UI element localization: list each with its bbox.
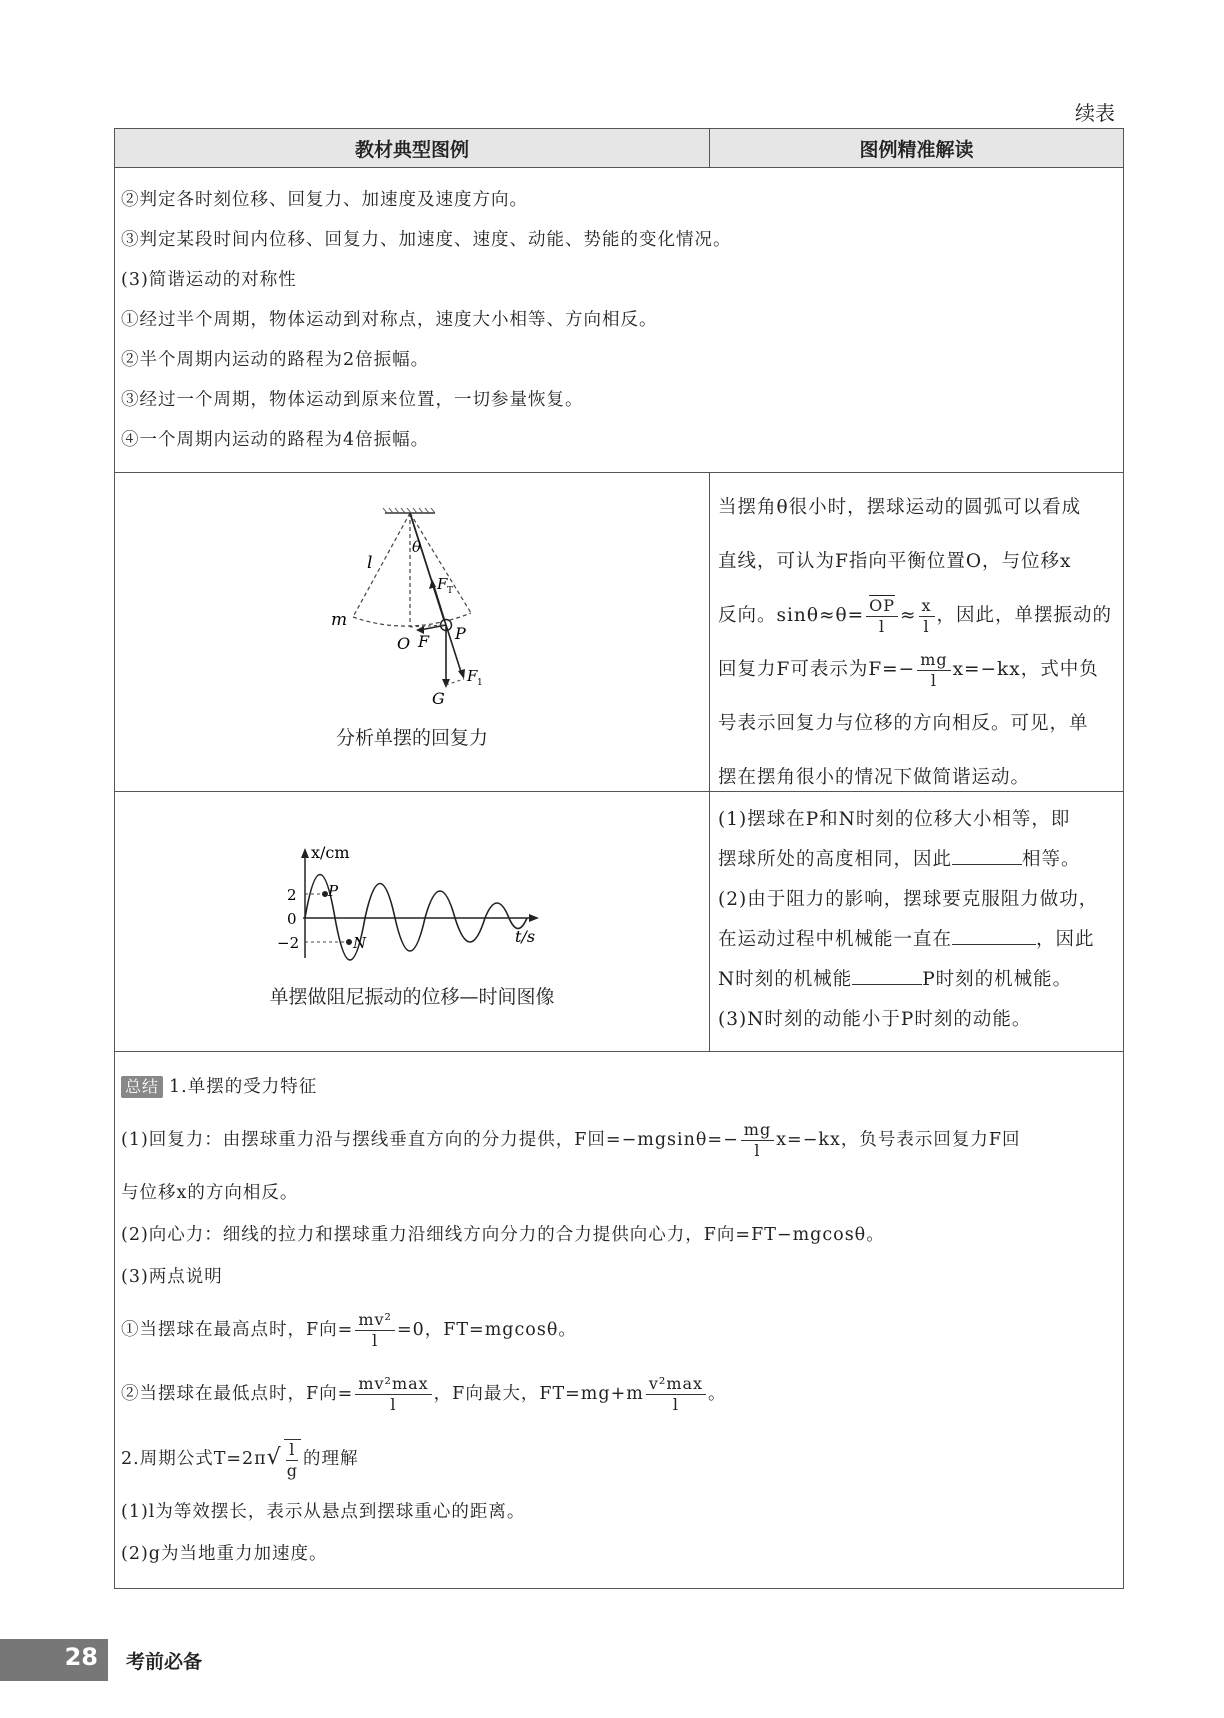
row1-line: ②判定各时刻位移、回复力、加速度及速度方向。 <box>121 190 528 210</box>
summary-text: ①当摆球在最高点时，F向= <box>121 1320 354 1340</box>
damped-explanation <box>710 792 1123 1051</box>
row1-line: ③判定某段时间内位移、回复力、加速度、速度、动能、势能的变化情况。 <box>121 230 732 250</box>
y-axis-label: x/cm <box>311 843 350 862</box>
summary-section <box>115 1052 1123 1588</box>
summary-line: (1)l为等效摆长，表示从悬点到摆球重心的距离。 <box>121 1502 526 1522</box>
damped-oscillation-graph <box>115 836 709 976</box>
origin-label: O <box>397 634 411 653</box>
explanation-text: 在运动过程中机械能一直在 <box>718 929 953 950</box>
summary-text: 2.周期公式T=2π <box>121 1449 267 1469</box>
row1-line: (3)简谐运动的对称性 <box>121 270 297 290</box>
row1-line: ④一个周期内运动的路程为4倍振幅。 <box>121 430 430 450</box>
formula-text: 反向。sinθ≈θ= <box>718 605 865 626</box>
fraction-denominator: l <box>754 1141 761 1160</box>
x-fraction <box>919 596 935 637</box>
explanation-line: (3)N时刻的动能小于P时刻的动能。 <box>718 1009 1032 1030</box>
fraction-numerator: mg <box>741 1120 774 1141</box>
summary-fraction <box>646 1374 706 1415</box>
y-tick-label: −2 <box>277 934 300 952</box>
explanation-text: ，因此 <box>1036 929 1095 950</box>
formula-text: 回复力F可表示为F=− <box>718 659 916 680</box>
explanation-line: (1)摆球在P和N时刻的位移大小相等，即 <box>718 809 1071 830</box>
sqrt-fraction <box>284 1439 301 1481</box>
point-n-label: N <box>353 934 367 952</box>
arc-fraction <box>866 596 898 637</box>
summary-fraction <box>355 1374 431 1415</box>
gravity-label: G <box>432 689 445 708</box>
damped-figure-cell <box>115 792 710 1051</box>
mg-denominator: l <box>930 670 937 690</box>
summary-line <box>121 1108 1117 1172</box>
fraction-denominator: l <box>390 1395 397 1414</box>
formula-text: ≈ <box>900 605 917 626</box>
tension-label: F <box>437 575 448 593</box>
summary-text: =0，FT=mgcosθ。 <box>396 1320 577 1340</box>
page-number: 28 <box>64 1643 98 1671</box>
pendulum-figure-cell <box>115 473 710 791</box>
f1-sub-label: 1 <box>477 678 483 688</box>
y-tick-label: 0 <box>287 910 297 928</box>
mg-fraction <box>917 650 950 691</box>
table-header <box>115 129 1123 168</box>
explanation-text: 摆球所处的高度相同，因此 <box>718 849 953 870</box>
formula-text: x=−kx，式中负 <box>952 659 1099 680</box>
explanation-text: 相等。 <box>1022 849 1081 870</box>
summary-line: 与位移x的方向相反。 <box>121 1183 299 1203</box>
continued-label: 续表 <box>1075 101 1115 125</box>
summary-line <box>121 1362 1117 1426</box>
row1-line: ②半个周期内运动的路程为2倍振幅。 <box>121 350 430 370</box>
pendulum-caption: 分析单摆的回复力 <box>335 727 488 749</box>
row1-line: ①经过半个周期，物体运动到对称点，速度大小相等、方向相反。 <box>121 310 658 330</box>
summary-line: (2)向心力：细线的拉力和摆球重力沿细线方向分力的合力提供向心力，F向=FT−mgcosθ。 <box>121 1225 885 1245</box>
summary-text: 。 <box>708 1384 727 1404</box>
content-table <box>114 128 1124 1589</box>
fill-blank <box>952 926 1036 945</box>
force-label: F <box>418 632 430 651</box>
pendulum-row <box>115 473 1123 792</box>
fraction-numerator: v²max <box>646 1374 706 1395</box>
explanation-line <box>718 840 1117 880</box>
fill-blank <box>952 846 1022 865</box>
row1-line: ③经过一个周期，物体运动到原来位置，一切参量恢复。 <box>121 390 584 410</box>
summary-line: (2)g为当地重力加速度。 <box>121 1544 328 1564</box>
damped-caption: 单摆做阻尼振动的位移—时间图像 <box>269 986 555 1008</box>
header-left: 教材典型图例 <box>115 129 710 167</box>
fraction-denominator: g <box>286 1460 298 1480</box>
mass-label: m <box>331 610 348 630</box>
explanation-line: 直线，可认为F指向平衡位置O，与位移x <box>718 551 1072 572</box>
fraction-denominator: l <box>672 1395 680 1414</box>
sqrt-sign: √ <box>266 1445 282 1470</box>
summary-text: ②当摆球在最低点时，F向= <box>121 1384 354 1404</box>
y-tick-label: 2 <box>287 886 297 904</box>
explanation-line: 当摆角θ很小时，摆球运动的圆弧可以看成 <box>718 497 1082 518</box>
page-number-tab <box>0 1639 108 1681</box>
summary-line <box>121 1298 1117 1362</box>
explanation-line: 号表示回复力与位移的方向相反。可见，单 <box>718 713 1089 734</box>
summary-title <box>121 1066 1117 1108</box>
explanation-line: 摆在摆角很小的情况下做简谐运动。 <box>718 767 1031 788</box>
fraction-denominator: l <box>372 1331 379 1350</box>
mg-numerator: mg <box>917 650 950 671</box>
summary-fraction <box>741 1120 774 1161</box>
symmetry-row <box>115 168 1123 473</box>
summary-text: 的理解 <box>302 1449 359 1469</box>
header-right: 图例精准解读 <box>859 138 974 161</box>
damped-row <box>115 792 1123 1052</box>
point-p-label: P <box>328 882 339 900</box>
fraction-numerator: mv² <box>355 1310 395 1331</box>
x-numerator: x <box>919 596 935 617</box>
arc-numerator: $\overline{OP}$ <box>866 596 898 617</box>
summary-text: (1)回复力：由摆球重力沿与摆线垂直方向的分力提供，F回=−mgsinθ=− <box>121 1130 739 1150</box>
pendulum-explanation <box>710 473 1123 791</box>
fraction-numerator: l <box>286 1440 298 1461</box>
summary-line: (3)两点说明 <box>121 1267 223 1287</box>
explanation-line: (2)由于阻力的影响，摆球要克服阻力做功， <box>718 889 1099 910</box>
summary-text: x=−kx，负号表示回复力F回 <box>776 1130 1021 1150</box>
x-axis-label: t/s <box>515 927 536 946</box>
book-title: 考前必备 <box>126 1651 203 1673</box>
summary-badge: 总结 <box>121 1076 163 1098</box>
pendulum-diagram <box>115 495 709 735</box>
arc-denominator: l <box>878 616 886 636</box>
summary-text: ，F向最大，FT=mg+m <box>433 1384 644 1404</box>
explanation-line <box>718 920 1117 960</box>
theta-label: θ <box>412 538 422 556</box>
explanation-text: P时刻的机械能。 <box>922 969 1073 990</box>
summary-fraction <box>355 1310 395 1351</box>
formula-text: ，因此，单摆振动的 <box>936 605 1113 626</box>
fraction-numerator: mv²max <box>355 1374 431 1395</box>
f1-label: F <box>467 667 478 685</box>
explanation-text: N时刻的机械能 <box>718 969 853 990</box>
summary-heading-2 <box>121 1426 1117 1491</box>
fill-blank <box>852 966 922 985</box>
x-denominator: l <box>923 616 930 636</box>
explanation-line <box>718 589 1117 643</box>
tension-sub-label: T <box>447 586 454 596</box>
summary-heading: 1.单摆的受力特征 <box>169 1077 318 1097</box>
length-label: l <box>367 553 373 573</box>
point-p-label: P <box>455 624 466 643</box>
explanation-line <box>718 643 1117 697</box>
explanation-line <box>718 960 1117 1000</box>
